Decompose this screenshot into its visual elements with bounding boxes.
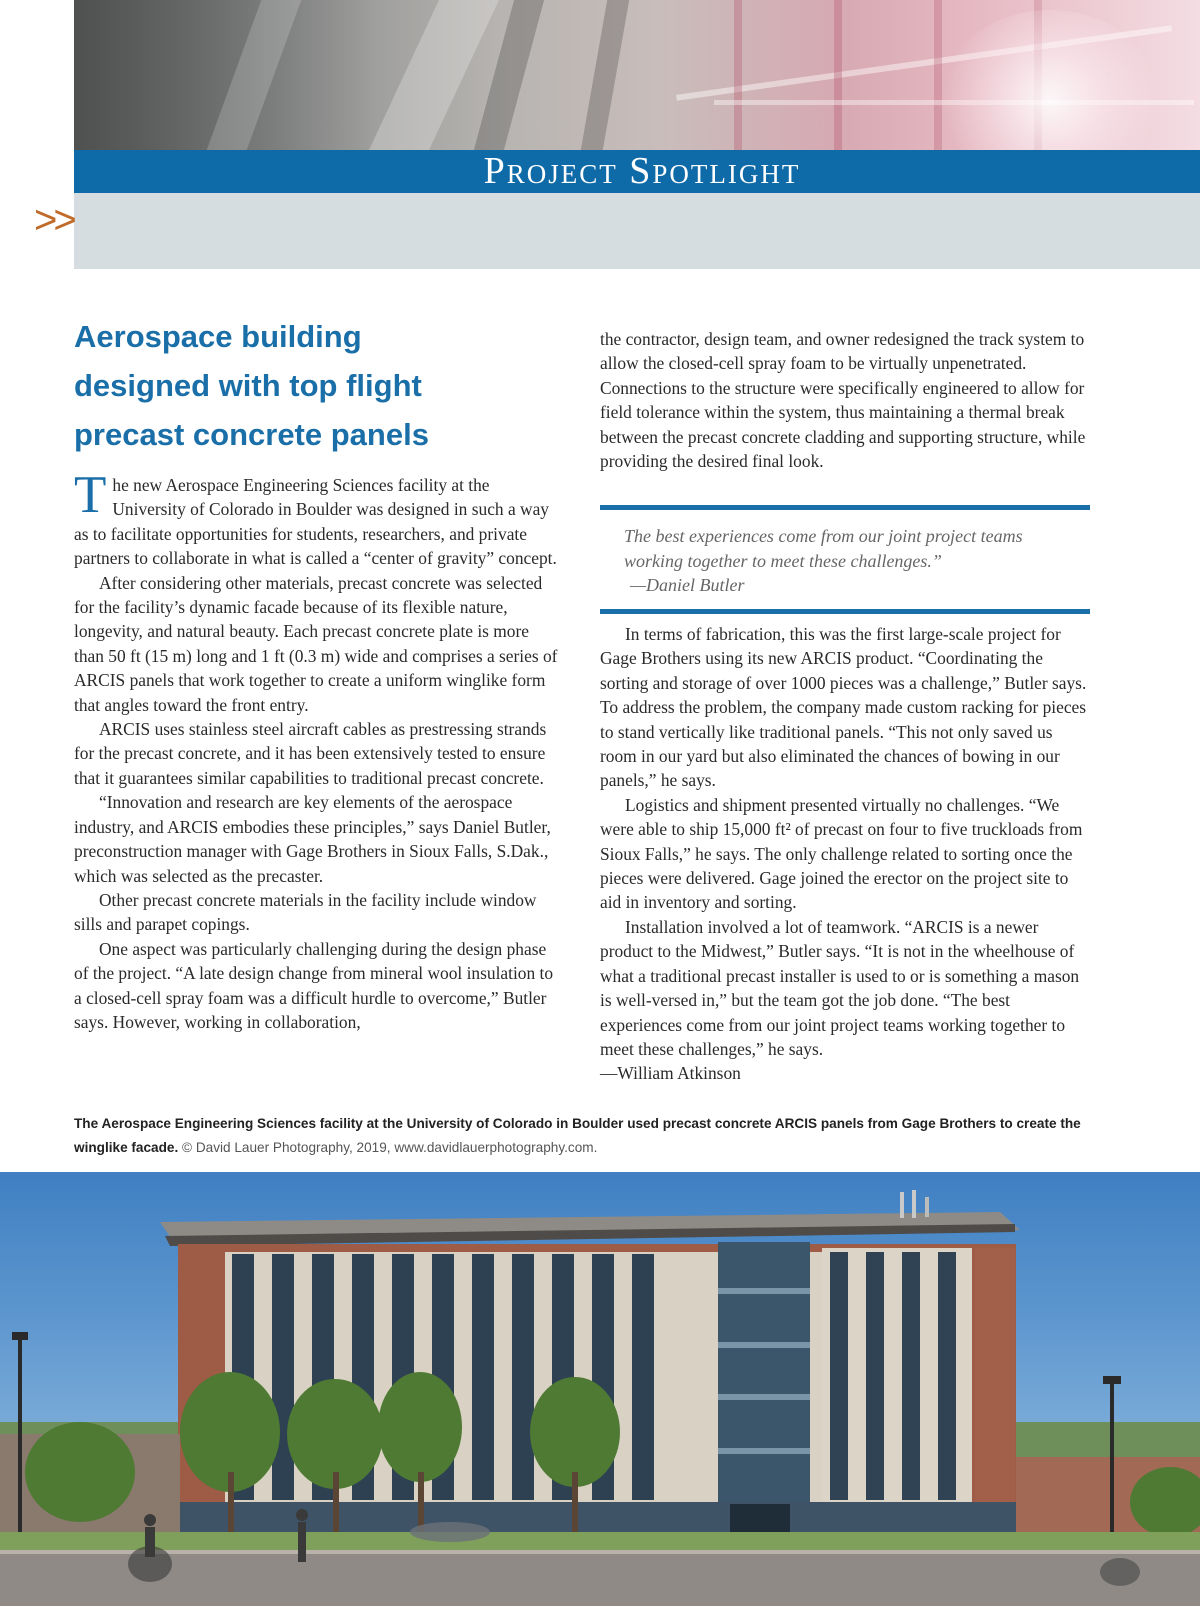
- article-right-column: [600, 622, 1090, 1086]
- pull-quote-text: The best experiences come from our joint project teams working together to meet these challenges.”: [624, 526, 1023, 571]
- section-banner: [74, 150, 1200, 193]
- caption-text: The Aerospace Engineering Sciences facility at the University of Colorado in Boulder used precast concrete ARCIS panels from Gage Brothers to create the winglike facade.: [74, 1116, 1081, 1155]
- article-paragraph: Logistics and shipment presented virtually no challenges. “We were able to ship 15,000 ft² of precast on four to five truckloads from Sioux Falls,” he says. The only challenge related to sorting once the pieces were delivered. Gage joined the erector on the project site to aid in inventory and sorting.: [600, 794, 1083, 913]
- article-paragraph: “Innovation and research are key elements of the aerospace industry, and ARCIS embodies these principles,” says Daniel Butler, preconstruction manager with Gage Brothers in Sioux Falls, S.Dak., which was selected as the precaster.: [74, 792, 551, 886]
- section-title: Project Spotlight: [483, 150, 801, 192]
- article-paragraph: Installation involved a lot of teamwork. “ARCIS is a newer product to the Midwest,” Butler says. “It is not in the wheelhouse of what a traditional precast installer is used to or is something a mason is well-versed in,” but the team got the job done. “The best experiences come from our joint project teams working together to meet these challenges,” he says.: [600, 916, 1080, 1059]
- article-left-column: [74, 466, 562, 1034]
- article-paragraph: After considering other materials, precast concrete was selected for the facility’s dynamic facade because of its flexible nature, longevity, and natural beauty. Each precast concrete plate is more than 50 ft (15 m) long and 1 ft (0.3 m) wide and comprises a series of ARCIS panels that work together to create a uniform winglike form that angles toward the front entry.: [74, 572, 558, 715]
- photo-caption: [74, 1112, 1094, 1160]
- article-paragraph: One aspect was particularly challenging during the design phase of the project. “A late design change from mineral wool insulation to a closed-cell spray foam was a difficult hurdle to overcome,” Butler says. However, working in collaboration,: [74, 938, 554, 1032]
- pull-quote-attribution: —Daniel Butler: [630, 575, 745, 595]
- article-paragraph: the contractor, design team, and owner redesigned the track system to allow the closed-cell spray foam to be virtually unpenetrated. Connections to the structure were specifically engineered to allow for field tolerance within the system, thus maintaining a thermal break between the precast concrete cladding and supporting structure, while providing the desired final look.: [600, 329, 1086, 472]
- article-paragraph: In terms of fabrication, this was the first large-scale project for Gage Brothers using its new ARCIS product. “Coordinating the sorting and storage of over 1000 pieces was a challenge,” Butler says. To address the problem, the company made custom racking for pieces to stand vertically like traditional panels. “This not only saved us room in our yard but also eliminated the chances of bowing in our panels,” he says.: [600, 624, 1087, 791]
- pullquote-rule-bottom: [600, 609, 1090, 614]
- grey-bar: [74, 193, 1200, 269]
- author-signature: —William Atkinson: [600, 1063, 741, 1084]
- pull-quote: [624, 524, 1064, 598]
- article-paragraph: The new Aerospace Engineering Sciences facility at the University of Colorado in Boulder was designed in such a way as to facilitate opportunities for students, researchers, and private partners to collaborate in what is called a “center of gravity” concept.: [74, 466, 557, 569]
- header-photo: [74, 0, 1200, 150]
- photo-credit: © David Lauer Photography, 2019, www.davidlauerphotography.com.: [182, 1140, 598, 1155]
- article-paragraph: Other precast concrete materials in the facility include window sills and parapet copings.: [74, 889, 537, 935]
- article-headline: Aerospace building designed with top flight precast concrete panels: [74, 319, 429, 452]
- building-photo: [0, 1172, 1200, 1606]
- drop-cap: T: [74, 466, 107, 524]
- building-illustration: [0, 1172, 1200, 1606]
- article-paragraph: ARCIS uses stainless steel aircraft cables as prestressing strands for the precast concrete, and it has been extensively tested to ensure that it guarantees similar capabilities to traditional precast concrete.: [74, 719, 547, 788]
- article-right-column-top: [600, 327, 1090, 473]
- chevron-arrows-icon: >>: [34, 198, 73, 242]
- pullquote-rule-top: [600, 505, 1090, 510]
